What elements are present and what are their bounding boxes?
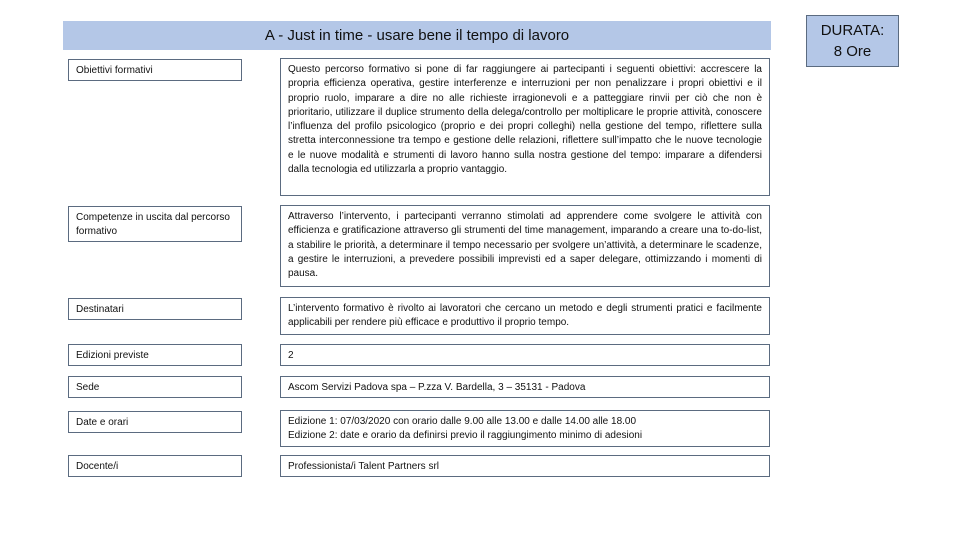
row-label: Competenze in uscita dal percorso formativo	[76, 212, 230, 238]
content-obiettivi-formativi	[280, 58, 770, 196]
edition-2-line: Edizione 2: date e orario da definirsi previo il raggiungimento minimo di adesioni	[288, 430, 643, 442]
row-label: Obiettivi formativi	[76, 65, 153, 76]
content-destinatari	[280, 297, 770, 335]
row-label: Destinatari	[76, 304, 124, 315]
page-title: A - Just in time - usare bene il tempo di lavoro	[264, 27, 570, 44]
label-sede	[68, 376, 242, 398]
content-edizioni-previste	[280, 344, 770, 366]
label-competenze	[68, 206, 242, 242]
content-competenze	[280, 205, 770, 287]
row-content: Questo percorso formativo si pone di far raggiungere ai partecipanti i seguenti obiettivi: accrescere la propria efficienza operativa, gestire interferenze e interruzioni per non penalizzare i propri obiettivi e il proprio ruolo, imparare a dire no alle richieste irragionevoli e a patteggiare rinvii per ciò che non è prioritario, utilizzare il duplice strumento della delega/controllo per moltiplicare le proprie attività, conoscere l’influenza del profilo psicologico (proprio e dei propri colleghi) nella gestione del tempo, riflettere sulla stretta interconnessione tra tempo e gestione delle relazioni, riflettere sull’impatto che le nuove tecnologie e le nuove modalità e strumenti di lavoro hanno sulla nostra gestione del tempo: imparare a difendersi dalla tecnologia ed utilizzarla a proprio vantaggio.	[288, 64, 762, 176]
duration-value: 8 Ore	[833, 43, 872, 60]
row-content: 2	[288, 350, 294, 361]
row-label: Edizioni previste	[76, 350, 149, 361]
row-content: Attraverso l’intervento, i partecipanti verranno stimolati ad apprendere come svolgere le attività con efficienza e gratificazione attraverso gli strumenti del time management, imparando a creare una to-do-list, a stabilire le priorità, a determinare il tempo necessario per svolgere un’attività, a determinare le scadenze, a gestire le interruzioni, a prevedere possibili imprevisti ed a saper delegare, ottimizzando i momenti di pausa.	[288, 211, 762, 280]
label-docenti	[68, 455, 242, 477]
page-title-bar	[63, 21, 771, 50]
content-sede	[280, 376, 770, 398]
row-content: Ascom Servizi Padova spa – P.zza V. Bardella, 3 – 35131 - Padova	[288, 382, 586, 393]
edition-1-line: Edizione 1: 07/03/2020 con orario dalle 9.00 alle 13.00 e dalle 14.00 alle 18.00	[288, 416, 637, 427]
content-date-orari	[280, 410, 770, 447]
row-content: Professionista/i Talent Partners srl	[288, 461, 439, 472]
row-label: Date e orari	[76, 417, 129, 428]
label-destinatari	[68, 298, 242, 320]
row-content: L’intervento formativo è rivolto ai lavoratori che cercano un metodo e degli strumenti pratici e facilmente applicabili per rendere più efficace e produttivo il proprio tempo.	[288, 303, 762, 329]
duration-label: DURATA:	[820, 22, 885, 39]
content-docenti	[280, 455, 770, 477]
row-label: Sede	[76, 382, 100, 393]
label-date-orari	[68, 411, 242, 433]
row-label: Docente/i	[76, 461, 119, 472]
duration-badge	[806, 15, 899, 67]
label-edizioni-previste	[68, 344, 242, 366]
label-obiettivi-formativi	[68, 59, 242, 81]
